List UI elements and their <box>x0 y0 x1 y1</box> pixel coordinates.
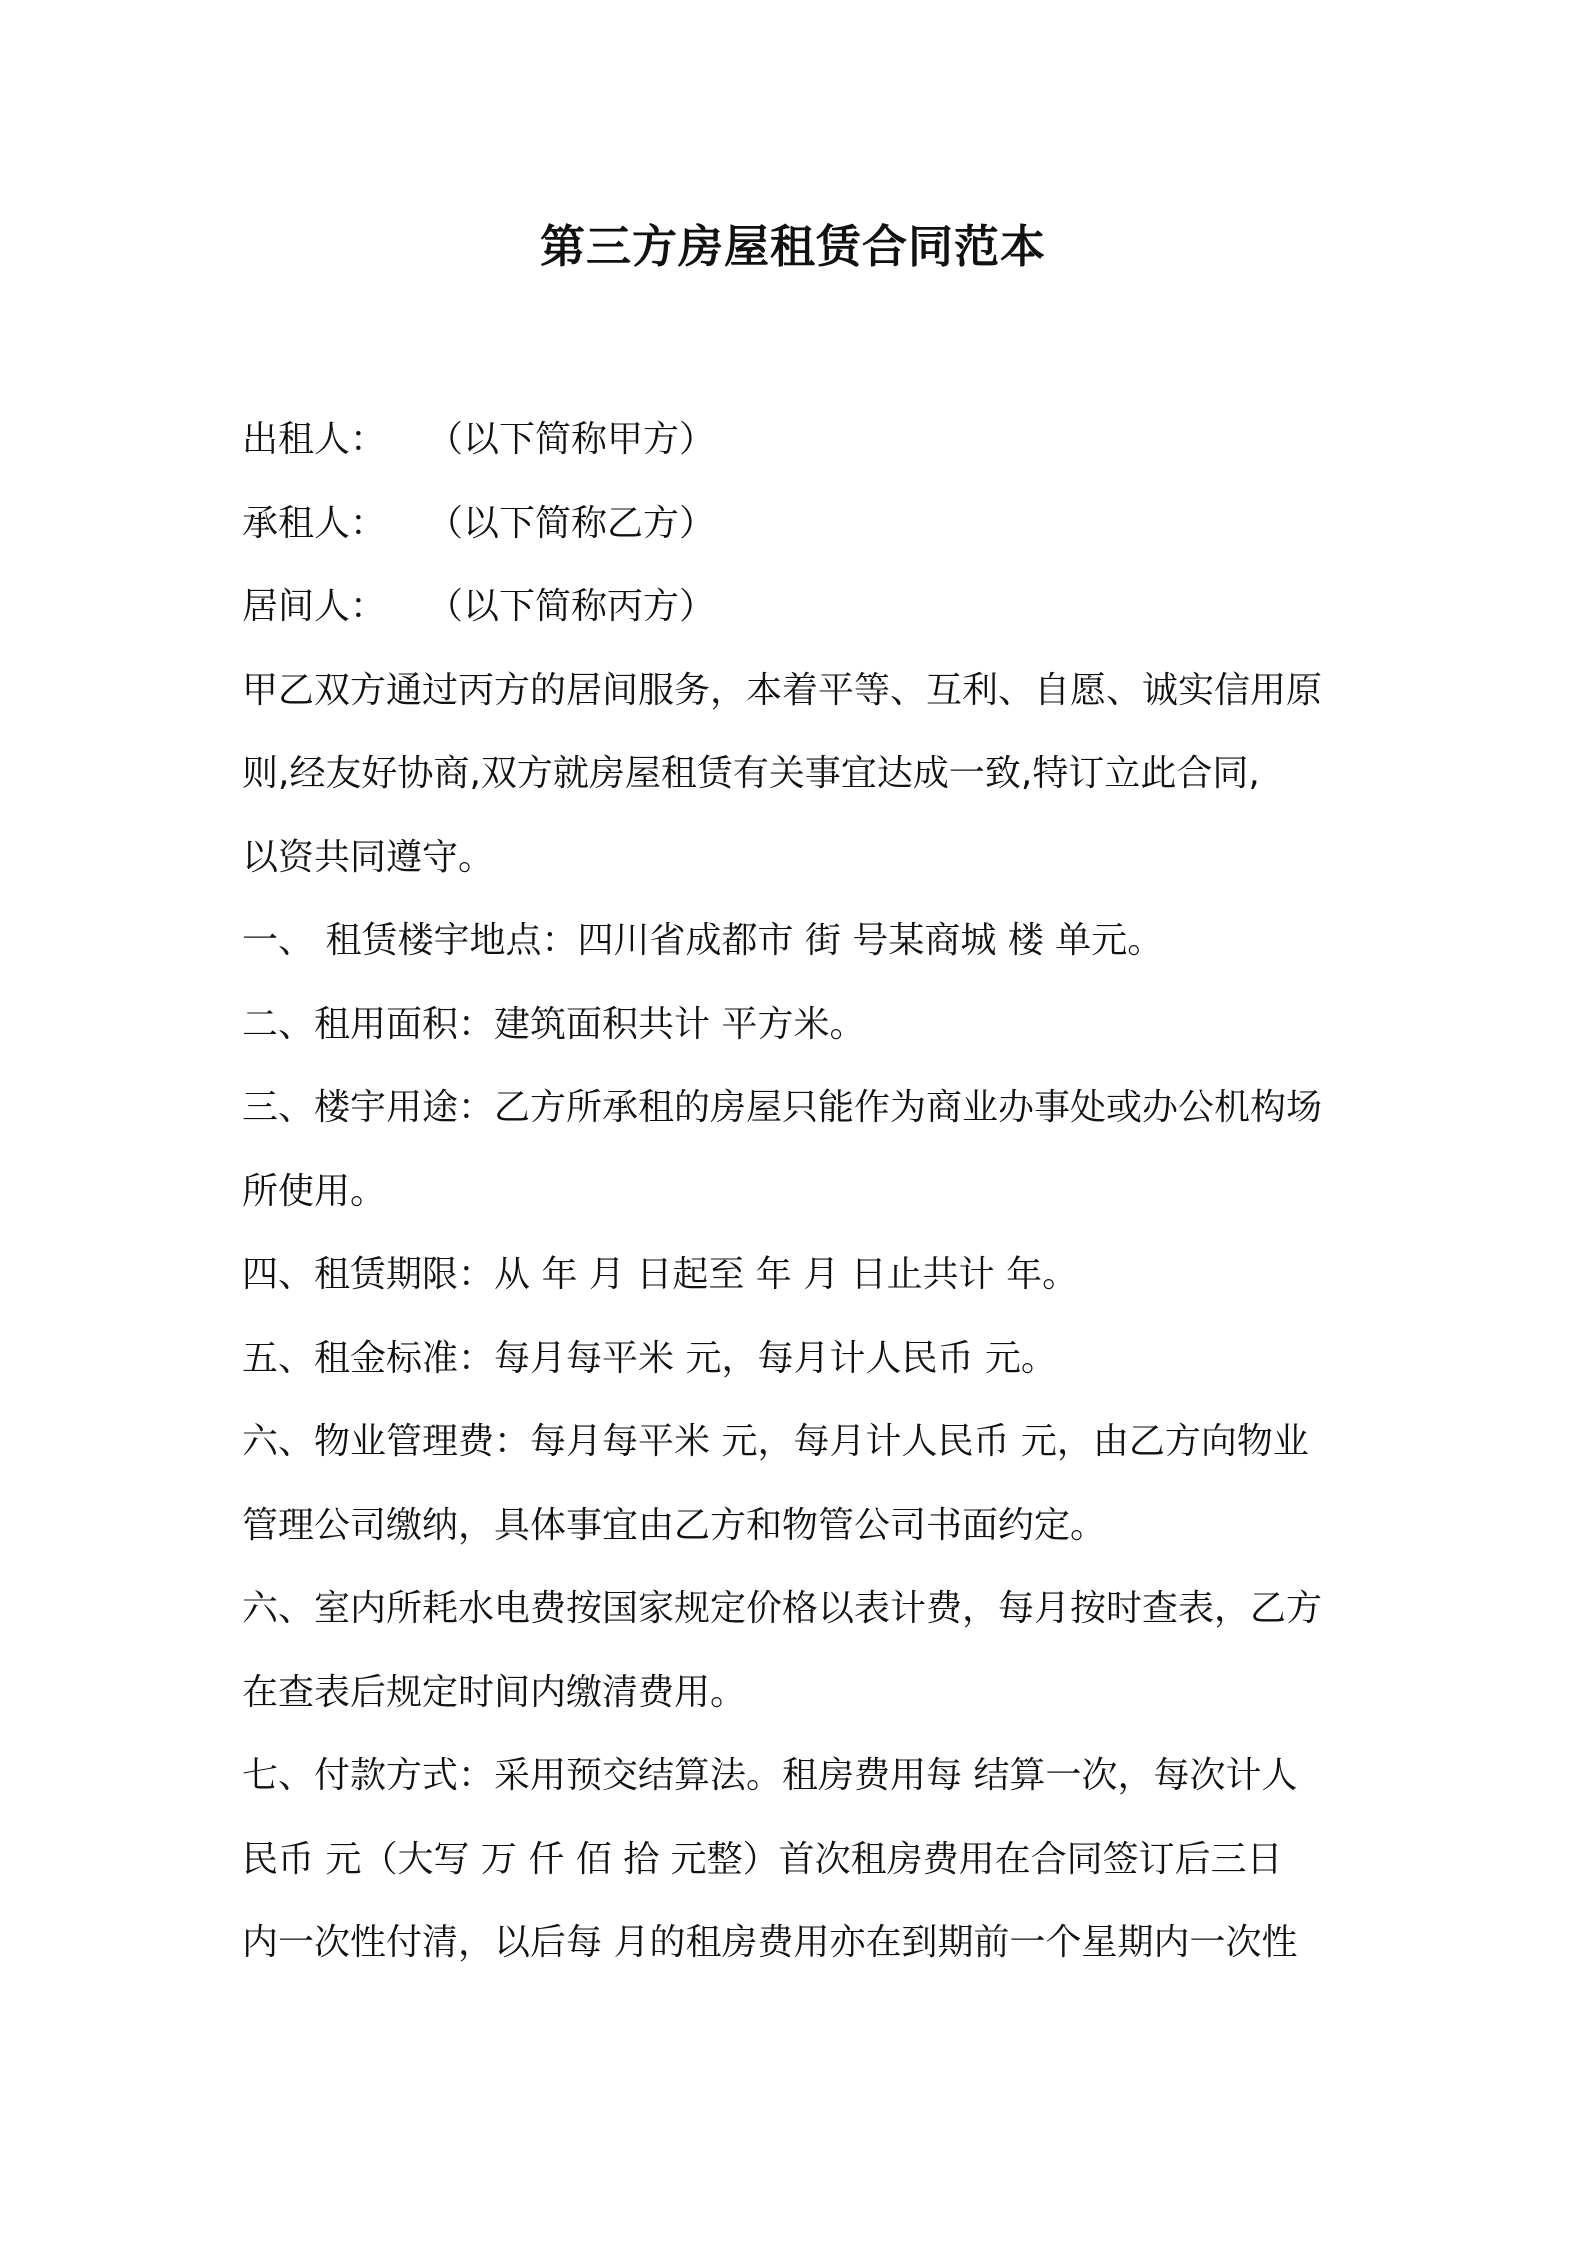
party-label: 出租人： <box>242 419 387 460</box>
clause-payment: 七、付款方式：采用预交结算法。租房费用每 结算一次，每次计人 <box>242 1755 1298 1796</box>
clause-term: 四、租赁期限：从 年 月 日起至 年 月 日止共计 年。 <box>242 1254 1079 1295</box>
party-label: 承租人： <box>242 502 387 544</box>
clause-property-fee: 六、物业管理费：每月每平米 元，每月计人民币 元，由乙方向物业 <box>242 1421 1309 1462</box>
clause-utilities: 六、室内所耗水电费按国家规定价格以表计费，每月按时查表，乙方 <box>242 1588 1323 1629</box>
clause-location: 一、 租赁楼宇地点：四川省成都市 街 号某商城 楼 单元。 <box>242 920 1164 961</box>
clause-area: 二、租用面积：建筑面积共计 平方米。 <box>242 1003 866 1045</box>
party-note: （以下简称乙方） <box>427 502 716 544</box>
paragraph-line: 民币 元（大写 万 仟 佰 拾 元整）首次租房费用在合同签订后三日 <box>242 1838 1283 1880</box>
party-intermediary <box>242 565 1362 649</box>
party-lessee <box>242 482 1362 566</box>
paragraph-line: 所使用。 <box>242 1170 387 1212</box>
paragraph-line: 在查表后规定时间内缴清费用。 <box>242 1671 747 1713</box>
paragraph-line: 则,经友好协商,双方就房屋租赁有关事宜达成一致,特订立此合同, <box>242 753 1260 794</box>
party-note: （以下简称甲方） <box>427 419 716 460</box>
clause-rent: 五、租金标准：每月每平米 元，每月计人民币 元。 <box>242 1337 1057 1379</box>
document-body <box>242 398 1362 1985</box>
clause-usage: 三、楼宇用途：乙方所承租的房屋只能作为商业办事处或办公机构场 <box>242 1087 1323 1128</box>
paragraph-line: 甲乙双方通过丙方的居间服务，本着平等、互利、自愿、诚实信用原 <box>242 669 1323 711</box>
paragraph-line: 内一次性付清，以后每 月的租房费用亦在到期前一个星期内一次性 <box>242 1922 1298 1963</box>
paragraph-line: 以资共同遵守。 <box>242 836 495 878</box>
party-label: 居间人： <box>242 586 387 627</box>
document-title: 第三方房屋租赁合同范本 <box>539 220 1046 273</box>
party-note: （以下简称丙方） <box>427 586 716 627</box>
party-lessor <box>242 398 1362 482</box>
paragraph-line: 管理公司缴纳，具体事宜由乙方和物管公司书面约定。 <box>242 1504 1107 1546</box>
